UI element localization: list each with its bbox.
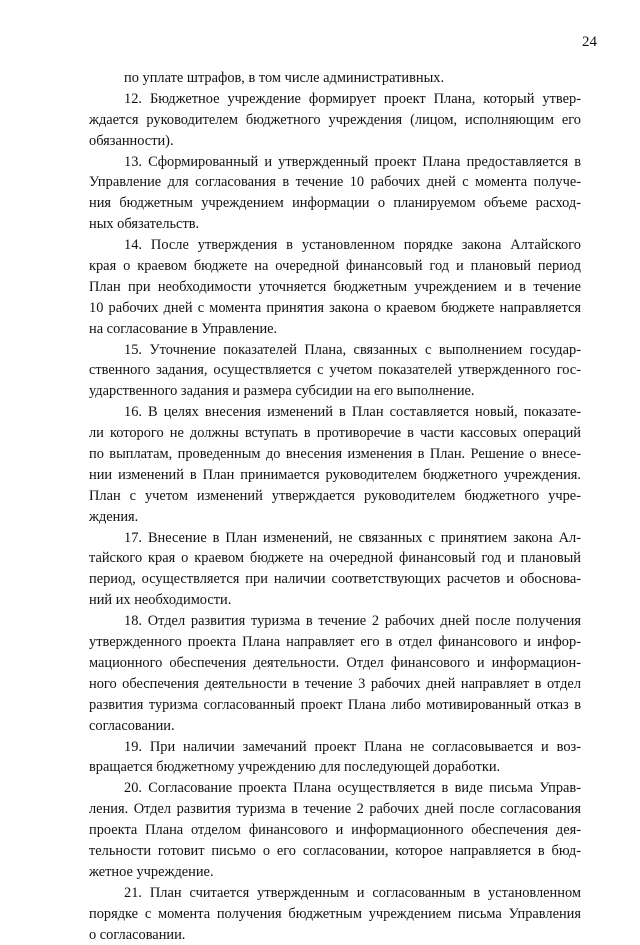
text-line: ждается руководителем бюджетного учреждения (лицом, исполняющим его xyxy=(89,111,581,128)
text-line: 10 рабочих дней с момента принятия закона о краевом бюджете направляется xyxy=(89,299,581,316)
text-line: ных обязательств. xyxy=(89,216,200,233)
text-line: 21. План считается утвержденным и согласованным в установленном xyxy=(124,884,581,901)
text-line: 16. В целях внесения изменений в План составляется новый, показате- xyxy=(124,404,581,421)
text-line: по выплатам, проведенным до внесения изменения в План. Решение о внесе- xyxy=(89,446,581,463)
page-number: 24 xyxy=(582,34,597,50)
text-line: о согласовании. xyxy=(89,926,186,943)
document-body xyxy=(0,68,640,945)
text-line: 20. Согласование проекта Плана осуществляется в виде письма Управ- xyxy=(124,780,581,797)
text-line: ного обеспечения деятельности в течение 3 рабочих дней направляет в отдел xyxy=(89,675,581,692)
text-line: ления. Отдел развития туризма в течение 2 рабочих дней после согласования xyxy=(89,801,581,818)
text-line: согласовании. xyxy=(89,717,175,734)
text-line: ждения. xyxy=(89,508,139,525)
text-line: 17. Внесение в План изменений, не связанных с принятием закона Ал- xyxy=(124,529,581,546)
text-line: обязанности). xyxy=(89,132,174,149)
text-line: вращается бюджетному учреждению для последующей доработки. xyxy=(89,759,501,776)
text-line: План при необходимости уточняется бюджетным учреждением и в течение xyxy=(89,278,581,295)
text-line: утвержденного проекта Плана направляет его в отдел финансового и инфор- xyxy=(89,634,581,651)
text-line: ственного задания, осуществляется с учетом показателей утвержденного гос- xyxy=(89,362,581,379)
text-line: развития туризма согласованный проект Плана либо мотивированный отказ в xyxy=(89,696,581,713)
text-line: проекта Плана отделом финансового и информационного обеспечения дея- xyxy=(89,822,581,839)
text-line: 19. При наличии замечаний проект Плана не согласовывается и воз- xyxy=(124,738,581,755)
text-line: ний их необходимости. xyxy=(89,592,232,609)
text-line: нии изменений в План принимается руководителем бюджетного учреждения. xyxy=(89,466,581,483)
text-line: 13. Сформированный и утвержденный проект Плана предоставляется в xyxy=(124,153,581,170)
text-line: ударственного задания и размера субсидии на его выполнение. xyxy=(89,383,475,400)
text-line: 15. Уточнение показателей Плана, связанных с выполнением государ- xyxy=(124,341,581,358)
text-line: мационного обеспечения деятельности. Отдел финансового и информацион- xyxy=(89,654,581,671)
text-line: 12. Бюджетное учреждение формирует проект Плана, который утвер- xyxy=(124,90,581,107)
text-line: тельности готовит письмо о его согласовании, которое направляется в бюд- xyxy=(89,842,581,859)
text-line: порядке с момента получения бюджетным учреждением письма Управления xyxy=(89,905,581,922)
text-line: тайского края о краевом бюджете на очередной финансовый год и плановый xyxy=(89,550,581,567)
text-line: 14. После утверждения в установленном порядке закона Алтайского xyxy=(124,237,581,254)
text-line: Управление для согласования в течение 10 рабочих дней с момента получе- xyxy=(89,174,581,191)
text-line: края о краевом бюджете на очередной финансовый год и плановый период xyxy=(89,258,581,275)
text-line: 18. Отдел развития туризма в течение 2 рабочих дней после получения xyxy=(124,613,581,630)
text-line: по уплате штрафов, в том числе административных. xyxy=(124,70,445,86)
text-line: ния бюджетным учреждением информации о планируемом объеме расход- xyxy=(89,195,581,212)
text-line: План с учетом изменений утверждается руководителем бюджетного учре- xyxy=(89,487,581,504)
text-line: на согласование в Управление. xyxy=(89,320,278,337)
text-line: период, осуществляется при наличии соответствующих расчетов и обоснова- xyxy=(89,571,581,588)
text-line: ли которого не должны вступать в противоречие в части кассовых операций xyxy=(89,425,581,442)
text-line: жетное учреждение. xyxy=(89,863,214,880)
